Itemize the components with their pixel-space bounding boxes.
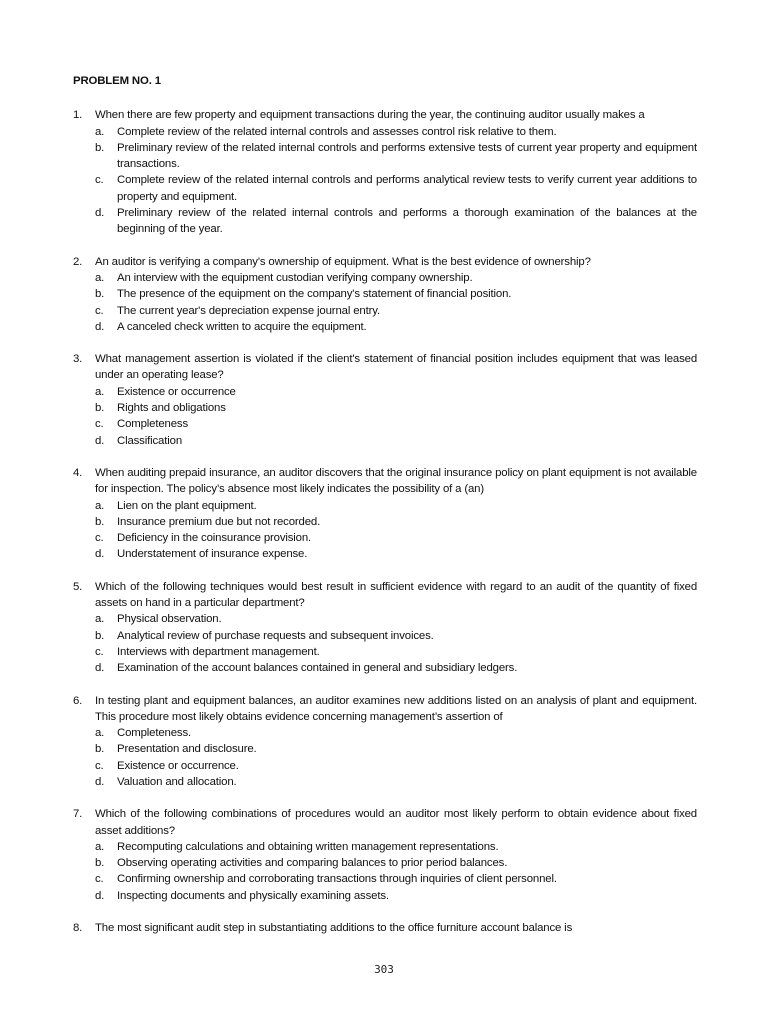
question-stem [73,254,697,270]
choice-text: The current year's depreciation expense journal entry. [117,304,380,317]
question-item [73,351,697,449]
choice-letter: c. [95,873,104,886]
question-number: 6. [73,694,83,707]
question-text: Which of the following combinations of procedures would an auditor most likely perform to obtain evidence about fixed asset additions? [95,808,697,837]
answer-choice [73,628,697,644]
answer-choice [73,839,697,855]
choice-letter: a. [95,125,105,138]
question-stem [73,107,697,123]
answer-choice [73,855,697,871]
choice-text: A canceled check written to acquire the equipment. [117,320,367,333]
question-number: 5. [73,580,83,593]
answer-choice [73,644,697,660]
choice-letter: b. [95,743,105,756]
choice-text: Interviews with department management. [117,645,320,658]
question-number: 2. [73,255,83,268]
question-stem [73,920,697,936]
question-text: Which of the following techniques would best result in sufficient evidence with regard to an audit of the quantity of fixed assets on hand in a particular department? [95,580,697,610]
choice-text: Recomputing calculations and obtaining written management representations. [117,840,499,853]
answer-choice [73,303,697,319]
answer-choice [73,741,697,757]
choice-text: Understatement of insurance expense. [117,548,308,561]
choice-letter: a. [95,727,105,740]
choice-text: Inspecting documents and physically examining assets. [117,889,389,902]
choice-letter: c. [95,174,104,187]
choice-letter: a. [95,840,105,853]
answer-choice [73,400,697,416]
answer-choice [73,124,697,140]
question-text: When auditing prepaid insurance, an auditor discovers that the original insurance policy on plant equipment is not available for inspection. The policy’s absence most likely indicates the possibility of a (an) [95,466,697,496]
choice-text: Lien on the plant equipment. [117,499,257,512]
choice-letter: b. [95,402,105,415]
choice-text: Existence or occurrence [117,385,236,398]
choice-text: An interview with the equipment custodian verifying company ownership. [117,271,473,284]
choice-text: Presentation and disclosure. [117,743,257,756]
choice-letter: b. [95,515,105,528]
question-item [73,107,697,237]
choice-letter: b. [95,857,105,870]
choice-letter: c. [95,759,104,772]
choice-letter: c. [95,304,104,317]
answer-choice [73,758,697,774]
answer-choice [73,530,697,546]
choice-letter: a. [95,385,105,398]
choice-text: Examination of the account balances contained in general and subsidiary ledgers. [117,662,518,675]
question-number: 4. [73,466,83,479]
question-stem [73,351,697,384]
answer-choice [73,384,697,400]
answer-choice [73,205,697,238]
choice-text: Observing operating activities and comparing balances to prior period balances. [117,857,508,870]
choice-letter: b. [95,141,105,154]
answer-choice [73,270,697,286]
choice-text: Confirming ownership and corroborating transactions through inquiries of client personnel. [117,873,557,886]
choice-text: Physical observation. [117,613,222,626]
choice-text: Completeness. [117,727,192,740]
answer-choice [73,546,697,562]
question-text: When there are few property and equipment transactions during the year, the continuing auditor usually makes a [95,109,645,122]
choice-letter: d. [95,320,105,333]
choice-letter: c. [95,532,104,545]
page-content [73,73,697,952]
choice-text: Complete review of the related internal controls and assesses control risk relative to them. [117,125,557,138]
answer-choice [73,286,697,302]
answer-choice [73,888,697,904]
question-stem [73,693,697,726]
question-item [73,465,697,563]
question-text: The most significant audit step in substantiating additions to the office furniture account balance is [95,922,573,935]
question-list [73,107,697,936]
answer-choice [73,514,697,530]
choice-text: Completeness [117,418,189,431]
answer-choice [73,774,697,790]
answer-choice [73,660,697,676]
choice-letter: d. [95,775,105,788]
answer-choice [73,611,697,627]
choice-letter: a. [95,271,105,284]
question-item [73,920,697,936]
choice-text: Classification [117,434,183,447]
answer-choice [73,416,697,432]
choice-letter: a. [95,499,105,512]
question-number: 1. [73,109,83,122]
choice-letter: d. [95,207,105,220]
question-number: 7. [73,808,83,821]
answer-choice [73,172,697,205]
answer-choice [73,498,697,514]
answer-choice [73,871,697,887]
choice-text: Existence or occurrence. [117,759,239,772]
choice-letter: b. [95,629,105,642]
choice-letter: c. [95,645,104,658]
question-item [73,693,697,791]
choice-text: Rights and obligations [117,402,226,415]
choice-text: Insurance premium due but not recorded. [117,515,321,528]
question-item [73,579,697,677]
choice-text: The presence of the equipment on the company's statement of financial position. [117,288,512,301]
page-number: 303 [374,963,394,976]
choice-letter: a. [95,613,105,626]
answer-choice [73,433,697,449]
choice-text: Preliminary review of the related internal controls and performs extensive tests of current year property and equipment transactions. [117,141,697,171]
choice-letter: d. [95,662,105,675]
question-number: 3. [73,353,83,366]
answer-choice [73,140,697,173]
choice-text: Deficiency in the coinsurance provision. [117,532,312,545]
problem-title: PROBLEM NO. 1 [73,75,161,87]
answer-choice [73,725,697,741]
choice-text: Valuation and allocation. [117,775,237,788]
choice-letter: c. [95,418,104,431]
choice-text: Complete review of the related internal controls and performs analytical review tests to verify current year additions to property and equipment. [117,174,697,203]
choice-letter: d. [95,889,105,902]
question-text: An auditor is verifying a company's ownership of equipment. What is the best evidence of ownership? [95,255,591,268]
choice-text: Preliminary review of the related internal controls and performs a thorough examination of the balances at the beginning of the year. [117,207,697,236]
question-stem [73,806,697,839]
question-stem [73,465,697,498]
question-number: 8. [73,922,83,935]
question-stem [73,579,697,612]
question-text: In testing plant and equipment balances, an auditor examines new additions listed on an analysis of plant and equipment. This procedure most likely obtains evidence concerning management’s assertion of [95,694,697,723]
question-item [73,806,697,904]
choice-letter: b. [95,288,105,301]
choice-letter: d. [95,434,105,447]
choice-text: Analytical review of purchase requests and subsequent invoices. [117,629,434,642]
question-text: What management assertion is violated if the client's statement of financial position includes equipment that was leased under an operating lease? [95,353,697,382]
answer-choice [73,319,697,335]
choice-letter: d. [95,548,105,561]
question-item [73,254,697,335]
